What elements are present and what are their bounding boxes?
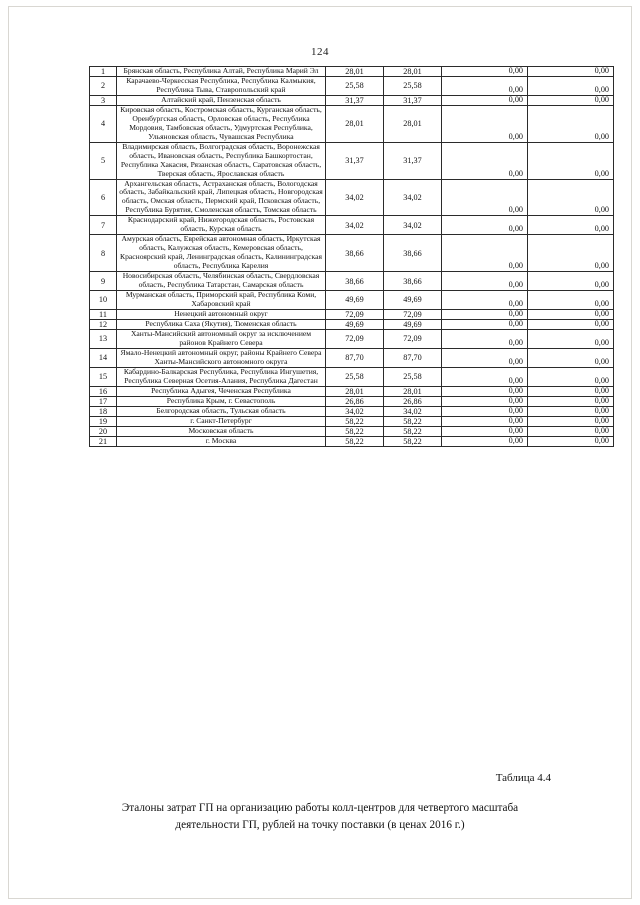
row-value-4-cell [528,290,614,309]
row-value-3-cell [442,406,528,416]
row-value-4-cell [528,436,614,446]
row-value-4-cell [528,367,614,386]
row-value-4-cell [528,329,614,348]
row-value-3: 0,00 [508,66,523,75]
row-value-1: 25,58 [326,77,384,96]
table-row [90,416,614,426]
row-value-1: 38,66 [326,272,384,291]
row-value-3-cell [442,290,528,309]
row-regions: Ханты-Мансийский автономный округ за исключением районов Крайнего Севера [117,329,326,348]
table-caption: Эталоны затрат ГП на организацию работы колл-центров для четвертого масштаба деятельности ГП, рублей на точку поставки (в ценах 2016 г.) [121,802,519,831]
row-value-1: 72,09 [326,309,384,319]
row-regions: Архангельская область, Астраханская область, Вологодская область, Забайкальский край, Липецкая область, Новгородская область, Омская область, Пермский край, Псковская область, Республика Бурятия, Смоленская область, Томская область [117,179,326,216]
row-value-4: 0,00 [594,84,609,94]
row-number: 5 [90,142,117,179]
row-value-4: 0,00 [594,415,609,425]
row-value-2: 31,37 [384,95,442,105]
row-value-3: 0,00 [508,131,523,141]
row-value-1: 58,22 [326,436,384,446]
row-value-4: 0,00 [594,395,609,405]
row-value-3: 0,00 [508,375,523,385]
row-value-4-cell [528,348,614,367]
row-value-4: 0,00 [594,66,609,75]
row-value-4-cell [528,179,614,216]
row-value-4-cell [528,386,614,396]
row-value-4-cell [528,235,614,272]
row-value-4: 0,00 [594,356,609,366]
row-regions: Республика Адыгея, Чеченская Республика [117,386,326,396]
row-value-2: 26,86 [384,396,442,406]
row-value-2: 34,02 [384,406,442,416]
row-value-4: 0,00 [594,298,609,308]
row-value-1: 28,01 [326,67,384,77]
row-value-3: 0,00 [508,405,523,415]
row-value-1: 87,70 [326,348,384,367]
row-value-3: 0,00 [508,385,523,395]
row-value-4-cell [528,272,614,291]
row-value-4-cell [528,142,614,179]
row-value-3: 0,00 [508,337,523,347]
row-value-4: 0,00 [594,261,609,271]
esd-table-container [89,66,609,447]
row-value-3-cell [442,272,528,291]
table-row [90,290,614,309]
row-value-3-cell [442,319,528,329]
row-regions: Ненецкий автономный округ [117,309,326,319]
row-number: 11 [90,309,117,319]
row-value-2: 28,01 [384,105,442,142]
row-value-1: 38,66 [326,235,384,272]
row-value-3: 0,00 [508,224,523,234]
row-number: 20 [90,426,117,436]
row-value-3: 0,00 [508,415,523,425]
table-row [90,406,614,416]
row-value-4: 0,00 [594,131,609,141]
row-value-3-cell [442,396,528,406]
row-value-2: 25,58 [384,77,442,96]
row-value-1: 28,01 [326,105,384,142]
row-value-1: 49,69 [326,319,384,329]
row-value-4: 0,00 [594,385,609,395]
row-value-2: 28,01 [384,386,442,396]
row-value-4-cell [528,426,614,436]
row-value-4-cell [528,216,614,235]
row-value-4: 0,00 [594,205,609,215]
row-value-2: 49,69 [384,290,442,309]
row-value-2: 34,02 [384,216,442,235]
row-regions: Московская область [117,426,326,436]
row-value-4-cell [528,67,614,77]
row-value-3: 0,00 [508,205,523,215]
row-number: 17 [90,396,117,406]
table-row [90,396,614,406]
row-value-2: 38,66 [384,272,442,291]
table-label: Таблица 4.4 [495,772,551,784]
row-value-4-cell [528,105,614,142]
row-number: 4 [90,105,117,142]
row-value-3: 0,00 [508,261,523,271]
row-value-3-cell [442,105,528,142]
row-number: 12 [90,319,117,329]
row-value-3-cell [442,216,528,235]
table-row [90,216,614,235]
row-value-4: 0,00 [594,425,609,435]
row-regions: Белгородская область, Тульская область [117,406,326,416]
row-regions: Новосибирская область, Челябинская область, Свердловская область, Республика Татарстан, Самарская область [117,272,326,291]
table-row [90,367,614,386]
row-value-4-cell [528,77,614,96]
row-value-4: 0,00 [594,405,609,415]
table-row [90,319,614,329]
row-number: 9 [90,272,117,291]
row-value-4-cell [528,406,614,416]
row-regions: Амурская область, Еврейская автономная область, Иркутская область, Калужская область, Кемеровская область, Красноярский край, Ленинградская область, Калининградская область, Республика Карелия [117,235,326,272]
row-value-3-cell [442,77,528,96]
row-value-4-cell [528,95,614,105]
row-regions: Мурманская область, Приморский край, Республика Коми, Хабаровский край [117,290,326,309]
table-row [90,426,614,436]
row-number: 18 [90,406,117,416]
row-number: 15 [90,367,117,386]
row-value-4: 0,00 [594,337,609,347]
row-value-2: 58,22 [384,426,442,436]
row-value-4-cell [528,396,614,406]
row-number: 3 [90,95,117,105]
row-value-1: 72,09 [326,329,384,348]
row-value-2: 49,69 [384,319,442,329]
row-value-3-cell [442,309,528,319]
row-value-1: 49,69 [326,290,384,309]
row-regions: Карачаево-Черкесская Республика, Республика Калмыкия, Республика Тыва, Ставропольский край [117,77,326,96]
table-row [90,272,614,291]
row-value-3-cell [442,386,528,396]
row-value-1: 31,37 [326,95,384,105]
row-number: 19 [90,416,117,426]
row-value-2: 34,02 [384,179,442,216]
row-value-3-cell [442,416,528,426]
table-row [90,309,614,319]
standards-table [89,66,614,447]
row-value-1: 58,22 [326,426,384,436]
row-number: 13 [90,329,117,348]
row-value-3: 0,00 [508,425,523,435]
row-value-3: 0,00 [508,168,523,178]
row-value-2: 58,22 [384,416,442,426]
row-value-3: 0,00 [508,356,523,366]
row-value-1: 25,58 [326,367,384,386]
row-value-1: 34,02 [326,406,384,416]
row-value-4: 0,00 [594,308,609,318]
row-value-3: 0,00 [508,318,523,328]
table-row [90,348,614,367]
row-regions: Краснодарский край, Нижегородская область, Ростовская область, Курская область [117,216,326,235]
row-regions: г. Москва [117,436,326,446]
row-regions: Брянская область, Республика Алтай, Республика Марий Эл [117,67,326,77]
row-number: 16 [90,386,117,396]
row-regions: г. Санкт-Петербург [117,416,326,426]
row-value-3-cell [442,367,528,386]
row-value-1: 26,86 [326,396,384,406]
row-value-1: 58,22 [326,416,384,426]
table-row [90,77,614,96]
row-value-2: 87,70 [384,348,442,367]
row-number: 21 [90,436,117,446]
row-value-3: 0,00 [508,308,523,318]
row-value-3: 0,00 [508,84,523,94]
table-row [90,95,614,105]
row-value-4-cell [528,416,614,426]
row-value-4: 0,00 [594,318,609,328]
row-value-3-cell [442,426,528,436]
row-value-3: 0,00 [508,94,523,104]
table-row [90,329,614,348]
row-value-4: 0,00 [594,224,609,234]
row-regions: Кабардино-Балкарская Республика, Республика Ингушетия, Республика Северная Осетия-Алания, Республика Дагестан [117,367,326,386]
row-value-2: 58,22 [384,436,442,446]
row-value-3-cell [442,67,528,77]
row-value-1: 28,01 [326,386,384,396]
table-row [90,235,614,272]
table-row [90,105,614,142]
row-value-2: 38,66 [384,235,442,272]
row-number: 14 [90,348,117,367]
row-value-3: 0,00 [508,279,523,289]
row-regions: Алтайский край, Пензенская область [117,95,326,105]
row-value-4: 0,00 [594,168,609,178]
row-value-3: 0,00 [508,435,523,445]
row-value-4: 0,00 [594,435,609,445]
table-row [90,386,614,396]
table-body [90,67,614,447]
row-value-3-cell [442,179,528,216]
row-value-1: 34,02 [326,216,384,235]
row-value-4-cell [528,319,614,329]
row-regions: Ямало-Ненецкий автономный округ, районы Крайнего Севера Ханты-Мансийского автономного округа [117,348,326,367]
row-value-3-cell [442,235,528,272]
row-value-4-cell [528,309,614,319]
row-value-2: 72,09 [384,309,442,319]
row-value-3: 0,00 [508,298,523,308]
row-regions: Республика Крым, г. Севастополь [117,396,326,406]
row-number: 2 [90,77,117,96]
row-value-3-cell [442,436,528,446]
row-number: 10 [90,290,117,309]
row-regions: Кировская область, Костромская область, Курганская область, Оренбургская область, Орловская область, Республика Мордовия, Тамбовская область, Удмуртская Республика, Ульяновская область, Чувашская Республика [117,105,326,142]
row-value-3-cell [442,95,528,105]
row-value-4: 0,00 [594,94,609,104]
row-value-2: 31,37 [384,142,442,179]
table-row [90,436,614,446]
row-value-3-cell [442,348,528,367]
row-value-4: 0,00 [594,279,609,289]
row-regions: Владимирская область, Волгоградская область, Воронежская область, Ивановская область, Республика Башкортостан, Республика Хакасия, Рязанская область, Саратовская область, Тверская область, Ярославская область [117,142,326,179]
row-number: 1 [90,67,117,77]
row-value-1: 34,02 [326,179,384,216]
row-value-2: 25,58 [384,367,442,386]
table-row [90,67,614,77]
row-value-3-cell [442,142,528,179]
row-value-3-cell [442,329,528,348]
row-value-1: 31,37 [326,142,384,179]
row-value-2: 28,01 [384,67,442,77]
row-value-4: 0,00 [594,375,609,385]
row-regions: Республика Саха (Якутия), Тюменская область [117,319,326,329]
row-value-3: 0,00 [508,395,523,405]
table-row [90,179,614,216]
row-number: 7 [90,216,117,235]
row-value-2: 72,09 [384,329,442,348]
row-number: 6 [90,179,117,216]
table-row [90,142,614,179]
row-number: 8 [90,235,117,272]
page-number: 124 [311,46,329,58]
